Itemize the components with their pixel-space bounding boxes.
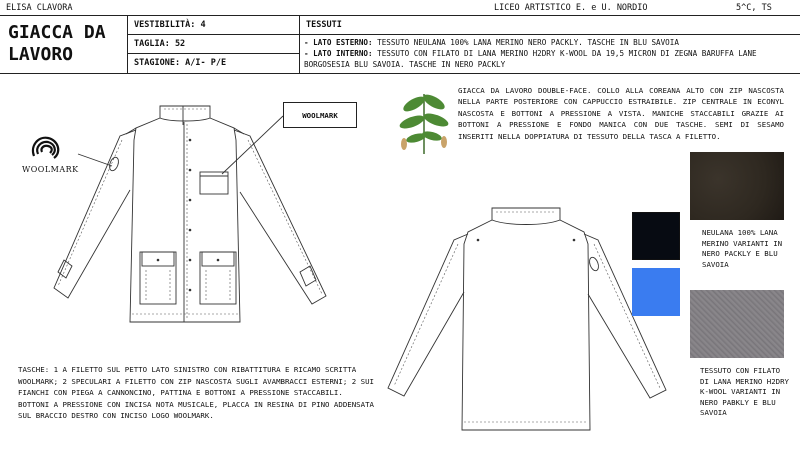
jacket-back-drawing [384, 200, 670, 440]
jacket-front-drawing [50, 100, 330, 330]
title-line-1: GIACCA DA [8, 22, 106, 43]
title-line-2: LAVORO [8, 44, 74, 65]
buttons-note: BOTTONI A PRESSIONE CON INCISA NOTA MUSICALE, PLACCA IN RESINA DI PINO ADDENSATA SUL BRACCIO DESTRO CON INCISO LOGO WOOLMARK. [18, 399, 374, 420]
fabrics-text [304, 37, 796, 70]
construction-notes [18, 364, 374, 422]
pockets-note: TASCHE: 1 A FILETTO SUL PETTO LATO SINISTRO CON RIBATTITURA E RICAMO SCRITTA WOOLMARK; 2 SPECULARI A FILETTO CON ZIP NASCOSTA SUGLI AVAMBRACCI ESTERNI; 2 SUI FIANCHI CON PIEGA A CANNONCINO, PATTINA E BOTTONI A PRESSIONE STACCABILI. [18, 365, 374, 397]
school-name: LICEO ARTISTICO E. e U. NORDIO [494, 3, 648, 13]
sesame-plant-illustration [396, 84, 452, 154]
swatch-blu-savoia [632, 268, 680, 316]
kwool-label: TESSUTO CON FILATO DI LANA MERINO H2DRY K-WOOL VARIANTI IN NERO PABKLY E BLU SAVOIA [700, 366, 789, 417]
sheet-header [0, 0, 800, 16]
fabrics-heading: TESSUTI [300, 16, 800, 35]
swatch-nero-packly [632, 212, 680, 260]
woolmark-logo-text: WOOLMARK [22, 165, 79, 174]
spec-taglia: TAGLIA: 52 [128, 35, 300, 54]
outer-fabric-label: - LATO ESTERNO: [304, 38, 373, 47]
spec-vestibilita: VESTIBILITÀ: 4 [128, 16, 300, 35]
woolmark-callout: WOOLMARK [283, 102, 357, 128]
swatch-kwool-photo [690, 290, 784, 358]
garment-description: GIACCA DA LAVORO DOUBLE-FACE. COLLO ALLA COREANA ALTO CON ZIP NASCOSTA NELLA PARTE POSTERIORE CON CAPPUCCIO ESTRAIBILE. ZIP CENTRALE IN ECONYL NASCOSTA E BOTTONI A PRESSIONE A VISTA. MANICHE STACCABILI GRAZIE AI BOTTONI A PRESSIONE E FONDO MANICA CON DUE TASCHE. SEMI DI SESAMO INSERITI NELLA DOPPIATURA DI TESSUTO DELLA TASCA A FILETTO. [458, 86, 784, 141]
inner-fabric-text: TESSUTO CON FILATO DI LANA MERINO H2DRY K-WOOL DA 19,5 MICRON DI ZEGNA BARUFFA LANE BORGOSESIA BLU SAVOIA. TASCHE IN NERO PACKLY [304, 49, 757, 69]
student-name: ELISA CLAVORA [6, 3, 73, 13]
neulana-label: NEULANA 100% LANA MERINO VARIANTI IN NERO PACKLY E BLU SAVOIA [702, 228, 783, 269]
sheet-title [8, 22, 106, 66]
outer-fabric-text: TESSUTO NEULANA 100% LANA MERINO NERO PACKLY. TASCHE IN BLU SAVOIA [372, 38, 679, 47]
inner-fabric-label: - LATO INTERNO: [304, 49, 373, 58]
specs-column [128, 16, 300, 74]
class-label: 5^C, TS [736, 3, 772, 13]
spec-stagione: STAGIONE: A/I- P/E [134, 58, 227, 68]
swatch-neulana-photo [690, 152, 784, 220]
